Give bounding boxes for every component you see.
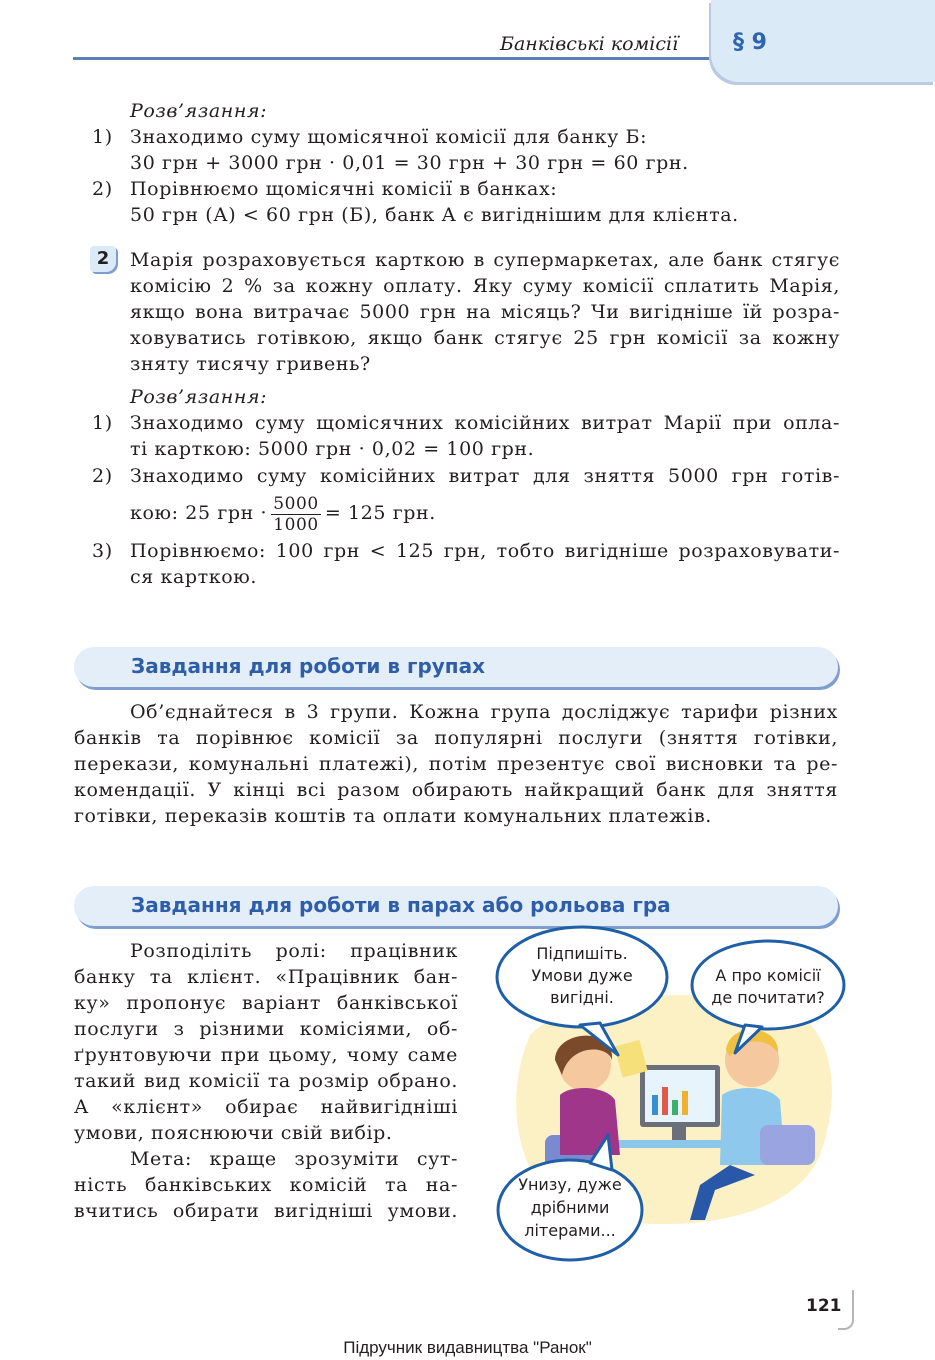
bank-consultation-illustration	[490, 925, 850, 1285]
bubble-bottom-line: дрібними	[530, 1198, 610, 1217]
section-heading-bar	[74, 647, 838, 687]
publisher-footer: Підручник видавництва "Ранок"	[343, 1338, 592, 1357]
paragraph-line: ність банківських комісій та на-	[74, 1174, 458, 1196]
task-text-line: комісію 2 % за кожну оплату. Яку суму комісії сплатить Марія,	[130, 275, 840, 297]
group-task-paragraph	[74, 699, 838, 829]
solution-label: Розв’язання:	[130, 386, 268, 408]
paragraph-line: умови, пояснюючи свій вибір.	[74, 1122, 393, 1144]
paragraph-line: Розподіліть ролі: працівник	[130, 940, 458, 962]
bubble-bottom-line: літерами...	[524, 1221, 616, 1240]
bubble-worker-line: вигідні.	[550, 988, 614, 1007]
chair	[760, 1125, 815, 1165]
section-tab	[711, 0, 935, 82]
fraction-numerator: 5000	[273, 493, 319, 514]
paragraph-line: ґрунтовуючи при цьому, чому саме	[74, 1044, 458, 1066]
paragraph-line: послуги з різними комісіями, об-	[74, 1018, 458, 1040]
step-text: Порівнюємо щомісячні комісії в банках:	[130, 178, 558, 200]
step-number: 3)	[92, 540, 113, 562]
section-heading-bar	[74, 886, 838, 926]
solution-label: Розв’язання:	[130, 100, 268, 122]
running-head-title: Банківські комісії	[500, 33, 679, 55]
step-text: 30 грн + 3000 грн · 0,01 = 30 грн + 30 грн = 60 грн.	[130, 152, 689, 174]
pairs-task-paragraph	[74, 938, 458, 1224]
paragraph-line: Об’єднайтеся в 3 групи. Кожна група досліджує тарифи різних	[130, 701, 838, 723]
paragraph-line: перекази, комунальні платежі), потім презентує свої висновки та ре-	[74, 753, 838, 775]
bubble-client-line: А про комісії	[715, 966, 821, 985]
worker-body	[560, 1088, 620, 1155]
bubble-worker-line: Підпишіть.	[536, 944, 628, 963]
page-number: 121	[806, 1296, 842, 1316]
speech-bubble	[692, 941, 844, 1029]
section-number: § 9	[733, 30, 767, 55]
step-number: 2)	[92, 178, 113, 200]
step-number: 1)	[92, 412, 113, 434]
fraction-denominator: 1000	[273, 514, 319, 535]
paragraph-line: банку та клієнт. «Працівник бан-	[74, 966, 458, 988]
paragraph-line: А «клієнт» обирає найвигідніші	[74, 1096, 458, 1118]
task-text-line: зняту тисячу гривень?	[130, 353, 371, 375]
bubble-client-line: де почитати?	[711, 988, 825, 1007]
step-text: Порівнюємо: 100 грн < 125 грн, тобто вигідніше розраховувати-	[130, 540, 840, 562]
paragraph-line: готівки, переказів коштів та оплати комунальних платежів.	[74, 805, 712, 827]
paragraph-line: ку» пропонує варіант банківської	[74, 992, 458, 1014]
step-text: ся карткою.	[130, 566, 258, 588]
task-text-line: ховуватись готівкою, якщо банк стягує 25 грн комісії за кожну	[130, 327, 840, 349]
section-heading: Завдання для роботи в парах або рольова гра	[131, 893, 671, 917]
paragraph-line: банків та порівнює комісії за популярні послуги (зняття готівки,	[74, 727, 838, 749]
step-text: Знаходимо суму щомісячної комісії для банку Б:	[130, 126, 648, 148]
fraction	[271, 494, 321, 535]
task-text-line: якщо вона витрачає 5000 грн на місяць? Чи вигідніше їй розра-	[130, 301, 840, 323]
paragraph-line: комендації. У кінці всі разом обирають найкращий банк для зняття	[74, 779, 838, 801]
bubble-worker-line: Умови дуже	[531, 966, 633, 985]
step-text: кою: 25 грн ·	[130, 502, 268, 524]
step-text: ті карткою: 5000 грн · 0,02 = 100 грн.	[130, 438, 535, 460]
header-rule	[73, 57, 713, 60]
step-text: = 125 грн.	[324, 502, 436, 524]
step-text: Знаходимо суму щомісячних комісійних витрат Марії при опла-	[130, 412, 840, 434]
step-number: 1)	[92, 126, 113, 148]
task-text-line: Марія розраховується карткою в супермаркетах, але банк стягує	[130, 249, 840, 271]
page-corner-decoration	[838, 1290, 854, 1330]
paragraph-line: Мета: краще зрозуміти сут-	[130, 1148, 458, 1170]
section-heading: Завдання для роботи в групах	[131, 654, 486, 678]
bubble-bottom-line: Унизу, дуже	[518, 1175, 622, 1194]
step-number: 2)	[92, 465, 113, 487]
paragraph-line: такий вид комісії та розмір обрано.	[74, 1070, 458, 1092]
step-text: 50 грн (А) < 60 грн (Б), банк А є вигіднішим для клієнта.	[130, 204, 739, 226]
task-number-badge: 2	[90, 246, 116, 272]
step-text: Знаходимо суму комісійних витрат для зняття 5000 грн готів-	[130, 465, 840, 487]
step-text-fraction-line	[130, 490, 840, 536]
paragraph-line: вчитись обирати вигідніші умови.	[74, 1200, 458, 1222]
